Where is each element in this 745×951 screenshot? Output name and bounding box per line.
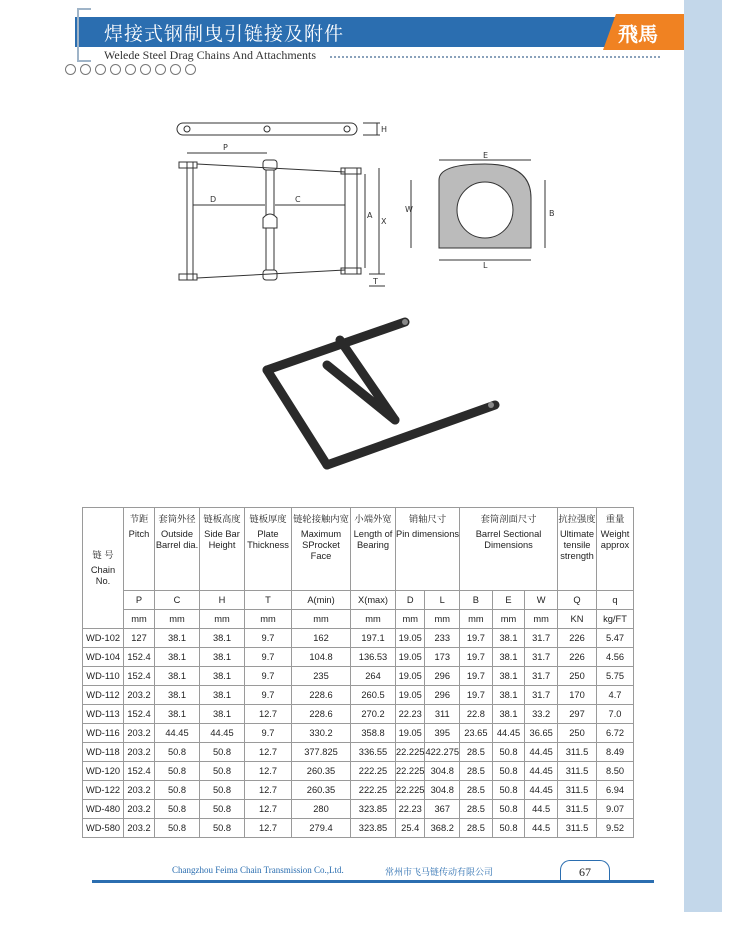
table-cell: 4.7 (597, 686, 634, 705)
table-cell: 38.1 (492, 629, 525, 648)
table-cell: 36.65 (525, 724, 558, 743)
table-cell: 422.275 (425, 743, 460, 762)
table-cell: 311.5 (558, 819, 597, 838)
table-cell: 6.94 (597, 781, 634, 800)
table-cell: 19.05 (396, 686, 425, 705)
header-pitch: 节距 Pitch (124, 508, 155, 591)
table-cell: 260.35 (292, 781, 351, 800)
page-number: 67 (560, 860, 610, 883)
table-cell: 9.7 (245, 667, 292, 686)
table-cell: 22.8 (460, 705, 493, 724)
table-cell: 28.5 (460, 819, 493, 838)
table-cell: 7.0 (597, 705, 634, 724)
table-row (83, 629, 634, 648)
table-cell: 12.7 (245, 705, 292, 724)
table-cell: 162 (292, 629, 351, 648)
table-cell: 25.4 (396, 819, 425, 838)
symbol-row: P C H T A(min) X(max) D L B E W Q q (83, 591, 634, 610)
table-cell: 23.65 (460, 724, 493, 743)
table-cell: WD-110 (83, 667, 124, 686)
table-cell: 222.25 (351, 781, 396, 800)
label-h: H (381, 125, 388, 134)
table-cell: 226 (558, 629, 597, 648)
table-cell: 152.4 (124, 667, 155, 686)
table-row (83, 724, 634, 743)
label-e: E (483, 151, 489, 160)
table-cell: WD-580 (83, 819, 124, 838)
table-cell: 44.45 (155, 724, 200, 743)
table-cell: 250 (558, 724, 597, 743)
table-cell: 235 (292, 667, 351, 686)
header-thickness: 链板厚度 Plate Thickness (245, 508, 292, 591)
table-cell: 38.1 (155, 648, 200, 667)
table-cell: WD-116 (83, 724, 124, 743)
table-cell: 170 (558, 686, 597, 705)
table-cell: 136.53 (351, 648, 396, 667)
table-cell: 226 (558, 648, 597, 667)
table-cell: 5.75 (597, 667, 634, 686)
table-cell: 377.825 (292, 743, 351, 762)
table-cell: 38.1 (492, 648, 525, 667)
table-cell: 311.5 (558, 743, 597, 762)
table-cell: 203.2 (124, 724, 155, 743)
table-cell: 330.2 (292, 724, 351, 743)
table-cell: 19.7 (460, 686, 493, 705)
table-cell: WD-112 (83, 686, 124, 705)
table-cell: 50.8 (492, 781, 525, 800)
table-cell: 38.1 (492, 686, 525, 705)
barrel-section-drawing (405, 150, 575, 270)
table-cell: 9.52 (597, 819, 634, 838)
table-cell: 6.72 (597, 724, 634, 743)
table-cell: 38.1 (155, 667, 200, 686)
table-cell: 22.225 (396, 762, 425, 781)
table-cell: 358.8 (351, 724, 396, 743)
table-cell: 22.23 (396, 705, 425, 724)
table-cell: 44.45 (492, 724, 525, 743)
table-cell: 50.8 (200, 762, 245, 781)
table-cell: 323.85 (351, 800, 396, 819)
header-section: 套筒剖面尺寸 Barrel Sectional Dimensions (460, 508, 558, 591)
table-cell: 50.8 (200, 781, 245, 800)
header-bearing: 小端外宽 Length of Bearing (351, 508, 396, 591)
table-cell: WD-102 (83, 629, 124, 648)
header-bracket (77, 8, 91, 62)
footer-company-cn: 常州市飞马链传动有限公司 (385, 868, 494, 878)
table-cell: 9.7 (245, 648, 292, 667)
table-cell: 304.8 (425, 762, 460, 781)
table-cell: 38.1 (492, 667, 525, 686)
header-height: 链板高度 Side Bar Height (200, 508, 245, 591)
table-cell: WD-118 (83, 743, 124, 762)
table-cell: 104.8 (292, 648, 351, 667)
table-cell: 203.2 (124, 800, 155, 819)
table-cell: 203.2 (124, 781, 155, 800)
table-cell: 31.7 (525, 648, 558, 667)
table-cell: 44.45 (525, 743, 558, 762)
table-cell: 228.6 (292, 705, 351, 724)
table-cell: 50.8 (492, 819, 525, 838)
table-cell: 8.50 (597, 762, 634, 781)
table-row (83, 686, 634, 705)
header-barrel: 套筒外径 Outside Barrel dia. (155, 508, 200, 591)
table-cell: 12.7 (245, 762, 292, 781)
table-row (83, 705, 634, 724)
drag-chain-photo (255, 310, 505, 480)
table-cell: 50.8 (155, 819, 200, 838)
table-cell: 28.5 (460, 762, 493, 781)
table-cell: 12.7 (245, 743, 292, 762)
table-cell: 38.1 (200, 686, 245, 705)
table-cell: 368.2 (425, 819, 460, 838)
table-cell: 19.05 (396, 724, 425, 743)
table-cell: 50.8 (155, 800, 200, 819)
table-cell: WD-480 (83, 800, 124, 819)
footer-company-en: Changzhou Feima Chain Transmission Co.,Ltd. (172, 865, 344, 875)
table-cell: 395 (425, 724, 460, 743)
header-pin: 销轴尺寸 Pin dimensions (396, 508, 460, 591)
table-cell: 38.1 (200, 705, 245, 724)
table-cell: 311.5 (558, 762, 597, 781)
table-cell: 8.49 (597, 743, 634, 762)
table-body (83, 629, 634, 838)
table-cell: 44.45 (525, 781, 558, 800)
table-cell: 203.2 (124, 686, 155, 705)
table-cell: 19.05 (396, 629, 425, 648)
table-row (83, 819, 634, 838)
page-subtitle: Welede Steel Drag Chains And Attachments (104, 48, 316, 62)
table-cell: 38.1 (200, 667, 245, 686)
specification-table (82, 507, 634, 838)
table-cell: 50.8 (200, 819, 245, 838)
table-cell: 203.2 (124, 819, 155, 838)
table-cell: 127 (124, 629, 155, 648)
table-cell: 367 (425, 800, 460, 819)
dotted-divider (330, 56, 660, 58)
table-cell: 270.2 (351, 705, 396, 724)
table-cell: 12.7 (245, 800, 292, 819)
table-cell: 28.5 (460, 743, 493, 762)
table-cell: 250 (558, 667, 597, 686)
table-cell: 4.56 (597, 648, 634, 667)
table-cell: 297 (558, 705, 597, 724)
page-title: 焊接式钢制曳引链接及附件 (104, 23, 345, 45)
table-cell: 260.35 (292, 762, 351, 781)
table-cell: 152.4 (124, 648, 155, 667)
table-cell: WD-113 (83, 705, 124, 724)
table-cell: 50.8 (492, 762, 525, 781)
chain-top-view-drawing (165, 110, 405, 290)
table-cell: 50.8 (155, 762, 200, 781)
brand-logo: 飛馬 (618, 22, 658, 46)
table-cell: 50.8 (200, 800, 245, 819)
table-cell: 50.8 (200, 743, 245, 762)
table-cell: 28.5 (460, 800, 493, 819)
label-a: A (367, 211, 373, 220)
label-w: W (405, 205, 413, 214)
table-cell: 203.2 (124, 743, 155, 762)
header-chain: 链 号 Chain No. (83, 508, 124, 629)
table-row (83, 762, 634, 781)
label-d: D (210, 195, 217, 204)
table-cell: 44.5 (525, 819, 558, 838)
table-cell: 9.7 (245, 724, 292, 743)
table-cell: 279.4 (292, 819, 351, 838)
label-p: P (223, 143, 228, 152)
table-cell: 38.1 (492, 705, 525, 724)
table-cell: 296 (425, 686, 460, 705)
label-b: B (549, 209, 555, 218)
header-face: 链轮接触内宽 Maximum SProcket Face (292, 508, 351, 591)
table-cell: 50.8 (155, 781, 200, 800)
decorative-circles (65, 64, 196, 75)
table-cell: 9.7 (245, 686, 292, 705)
table-cell: 311 (425, 705, 460, 724)
table-cell: WD-120 (83, 762, 124, 781)
table-cell: 38.1 (155, 629, 200, 648)
table-cell: 38.1 (200, 629, 245, 648)
table-cell: 304.8 (425, 781, 460, 800)
table-cell: 222.25 (351, 762, 396, 781)
table-cell: 50.8 (492, 800, 525, 819)
table-cell: 260.5 (351, 686, 396, 705)
unit-row: mm mm mm mm mm mm mm mm mm mm mm KN kg/FT (83, 610, 634, 629)
table-cell: 264 (351, 667, 396, 686)
label-l: L (483, 261, 488, 270)
table-cell: 336.55 (351, 743, 396, 762)
table-cell: 28.5 (460, 781, 493, 800)
table-cell: 311.5 (558, 800, 597, 819)
table-cell: 296 (425, 667, 460, 686)
label-c: C (295, 195, 301, 204)
table-row (83, 648, 634, 667)
table-cell: 50.8 (492, 743, 525, 762)
table-cell: 31.7 (525, 686, 558, 705)
table-row (83, 743, 634, 762)
table-cell: 12.7 (245, 819, 292, 838)
table-cell: 22.23 (396, 800, 425, 819)
table-cell: 323.85 (351, 819, 396, 838)
table-cell: 44.45 (200, 724, 245, 743)
table-cell: 19.7 (460, 667, 493, 686)
header-strength: 抗拉强度 Ultimate tensile strength (558, 508, 597, 591)
table-cell: 33.2 (525, 705, 558, 724)
table-row (83, 781, 634, 800)
header-weight: 重量 Weight approx (597, 508, 634, 591)
table-cell: 38.1 (155, 705, 200, 724)
table-cell: 173 (425, 648, 460, 667)
table-cell: 228.6 (292, 686, 351, 705)
table-cell: 19.7 (460, 648, 493, 667)
table-cell: 9.07 (597, 800, 634, 819)
table-cell: 38.1 (155, 686, 200, 705)
table-cell: WD-122 (83, 781, 124, 800)
table-cell: 311.5 (558, 781, 597, 800)
table-cell: 44.5 (525, 800, 558, 819)
table-cell: 31.7 (525, 667, 558, 686)
table-cell: 280 (292, 800, 351, 819)
table-cell: 152.4 (124, 762, 155, 781)
table-row (83, 667, 634, 686)
table-cell: 50.8 (155, 743, 200, 762)
table-row (83, 800, 634, 819)
table-cell: 233 (425, 629, 460, 648)
table-cell: 19.05 (396, 648, 425, 667)
right-margin-strip (684, 0, 722, 912)
table-cell: 152.4 (124, 705, 155, 724)
table-cell: 5.47 (597, 629, 634, 648)
table-cell: 19.7 (460, 629, 493, 648)
table-cell: 44.45 (525, 762, 558, 781)
table-cell: 9.7 (245, 629, 292, 648)
table-cell: 22.225 (396, 781, 425, 800)
label-t: T (373, 277, 378, 286)
table-cell: 38.1 (200, 648, 245, 667)
table-cell: 22.225 (396, 743, 425, 762)
table-cell: 19.05 (396, 667, 425, 686)
table-cell: WD-104 (83, 648, 124, 667)
table-cell: 12.7 (245, 781, 292, 800)
table-cell: 31.7 (525, 629, 558, 648)
table-cell: 197.1 (351, 629, 396, 648)
label-x: X (381, 217, 387, 226)
